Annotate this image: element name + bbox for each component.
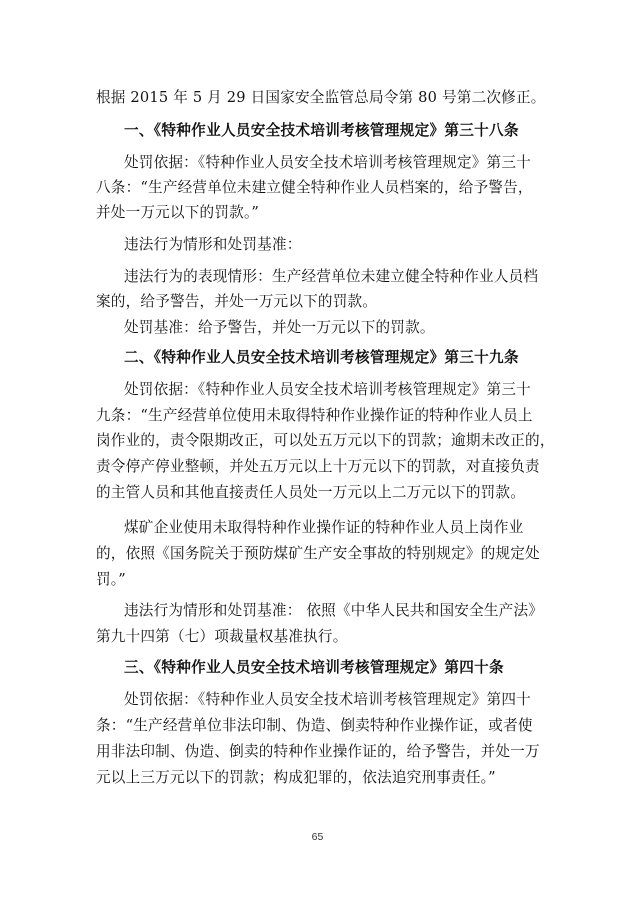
text-line: 用非法印制、伪造、倒卖的特种作业操作证的，给予警告，并处一万 [96, 743, 540, 760]
text-line: 的，依照《国务院关于预防煤矿生产安全事故的特别规定》的规定处 [96, 545, 540, 562]
text-line-basis-40: 处罚依据：《特种作业人员安全技术培训考核管理规定》第四十 [124, 691, 531, 708]
text-line-coal-mine: 煤矿企业使用未取得特种作业操作证的特种作业人员上岗作业 [124, 519, 524, 536]
text-line: 元以上三万元以下的罚款；构成犯罪的，依法追究刑事责任。” [96, 769, 496, 786]
text-line-basis-38: 处罚依据：《特种作业人员安全技术培训考核管理规定》第三十 [124, 154, 531, 171]
text-line: 岗作业的，责令限期改正，可以处五万元以下的罚款；逾期未改正的， [96, 432, 555, 449]
text-line-violation-heading: 违法行为情形和处罚基准： [124, 236, 302, 253]
section-heading-40: 三、《特种作业人员安全技术培训考核管理规定》第四十条 [124, 659, 504, 676]
section-heading-38: 一、《特种作业人员安全技术培训考核管理规定》第三十八条 [124, 122, 519, 139]
text-line: 责令停产停业整顿，并处五万元以上十万元以下的罚款，对直接负责 [96, 458, 540, 475]
text-line-violation-39: 违法行为情形和处罚基准： 依照《中华人民共和国安全生产法》 [124, 602, 544, 619]
text-line: 案的，给予警告，并处一万元以下的罚款。 [96, 293, 378, 310]
section-heading-39: 二、《特种作业人员安全技术培训考核管理规定》第三十九条 [124, 349, 519, 366]
text-line: 的主管人员和其他直接责任人员处一万元以上二万元以下的罚款。 [96, 484, 526, 501]
text-line: 八条：“生产经营单位未建立健全特种作业人员档案的，给予警告， [96, 179, 533, 196]
text-line-violation-38: 违法行为的表现情形：生产经营单位未建立健全特种作业人员档 [124, 268, 539, 285]
text-line-basis-39: 处罚依据：《特种作业人员安全技术培训考核管理规定》第三十 [124, 381, 531, 398]
text-line: 罚。” [96, 571, 126, 588]
text-line-amendment: 根据 2015 年 5 月 29 日国家安全监管总局令第 80 号第二次修正。 [96, 89, 546, 106]
text-line: 九条：“生产经营单位使用未取得特种作业操作证的特种作业人员上 [96, 407, 533, 424]
text-line: 第九十四第（七）项裁量权基准执行。 [96, 628, 348, 645]
text-line: 条：“生产经营单位非法印制、伪造、倒卖特种作业操作证，或者使 [96, 717, 533, 734]
text-line-penalty-38: 处罚基准：给予警告，并处一万元以下的罚款。 [124, 319, 435, 336]
text-line: 并处一万元以下的罚款。” [96, 204, 260, 221]
page-number: 65 [311, 831, 324, 843]
